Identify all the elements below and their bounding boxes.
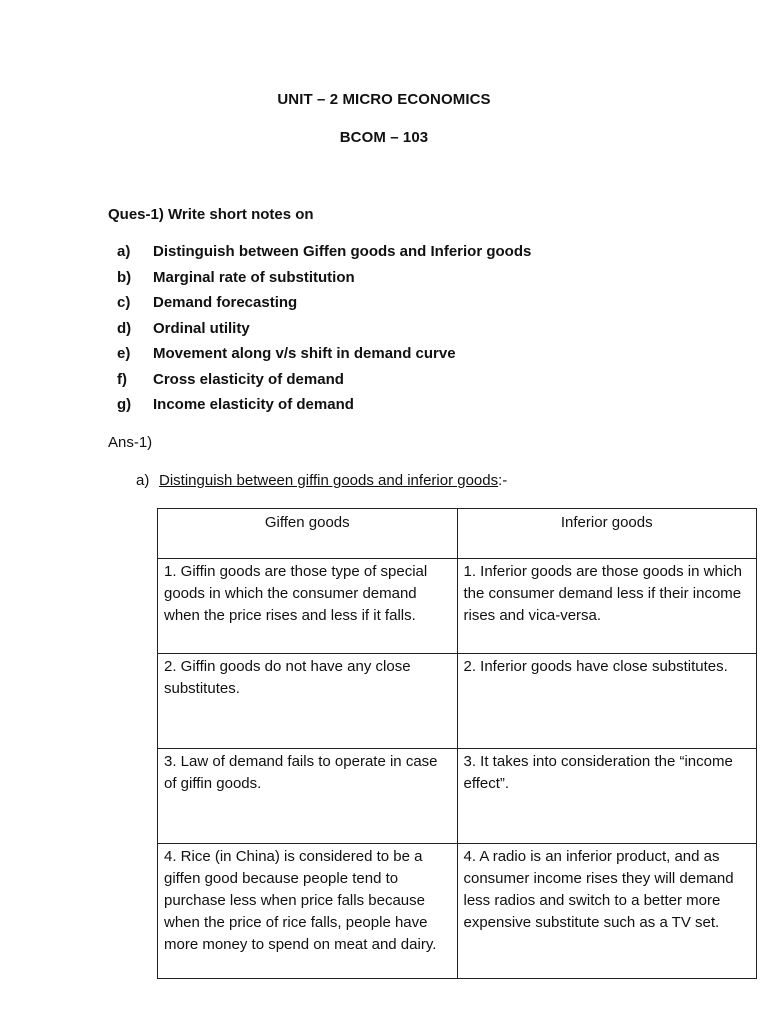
list-item-text: Distinguish between Giffen goods and Inferior goods [153, 243, 532, 260]
course-code: BCOM – 103 [339, 129, 429, 146]
table-header-giffen: Giffen goods [158, 509, 458, 559]
list-item-text: Cross elasticity of demand [153, 370, 344, 388]
table-row [158, 559, 757, 654]
table-cell: 3. Law of demand fails to operate in case of giffin goods. [158, 749, 458, 844]
subheading-suffix: :- [498, 472, 508, 489]
table-header-row [158, 509, 757, 559]
table-row [158, 844, 757, 979]
list-marker: a) [117, 243, 131, 260]
table-cell: 1. Inferior goods are those goods in which the consumer demand less if their income rises and vica-versa. [457, 559, 757, 654]
subheading-marker: a) [136, 472, 150, 489]
table-cell: 3. It takes into consideration the “income effect”. [457, 749, 757, 844]
question-heading: Ques-1) Write short notes on [108, 206, 314, 223]
table-header-inferior: Inferior goods [457, 509, 757, 559]
table-cell: 2. Giffin goods do not have any close substitutes. [158, 654, 458, 749]
list-item-text: Ordinal utility [153, 319, 250, 337]
list-item [117, 345, 531, 371]
answer-subheading [136, 472, 507, 489]
list-item [117, 294, 531, 320]
list-item [117, 371, 531, 397]
question-list [117, 243, 531, 422]
list-marker: g) [117, 396, 132, 413]
list-marker: b) [117, 268, 132, 286]
list-item-text: Movement along v/s shift in demand curve [153, 345, 456, 362]
list-item [117, 396, 531, 422]
list-marker: e) [117, 345, 131, 362]
list-marker: d) [117, 319, 132, 337]
table-row [158, 749, 757, 844]
list-item [117, 269, 531, 295]
table-cell: 4. A radio is an inferior product, and as consumer income rises they will demand less radios and switch to a better more expensive substitute such as a TV set. [457, 844, 757, 979]
table-row [158, 654, 757, 749]
list-item-text: Income elasticity of demand [153, 396, 354, 413]
document-title: UNIT – 2 MICRO ECONOMICS [277, 91, 491, 108]
list-item [117, 320, 531, 346]
list-item-text: Marginal rate of substitution [153, 268, 355, 286]
table-cell: 2. Inferior goods have close substitutes. [457, 654, 757, 749]
list-marker: c) [117, 294, 131, 311]
comparison-table [157, 508, 757, 979]
table-cell: 1. Giffin goods are those type of special goods in which the consumer demand when the price rises and less if it falls. [158, 559, 458, 654]
list-marker: f) [117, 370, 127, 388]
list-item-text: Demand forecasting [153, 294, 298, 311]
table-cell: 4. Rice (in China) is considered to be a giffen good because people tend to purchase less when price falls because when the price of rice falls, people have more money to spend on meat and dairy. [158, 844, 458, 979]
list-item [117, 243, 531, 269]
subheading-text: Distinguish between giffin goods and inferior goods [159, 472, 499, 489]
answer-label: Ans-1) [108, 434, 153, 451]
